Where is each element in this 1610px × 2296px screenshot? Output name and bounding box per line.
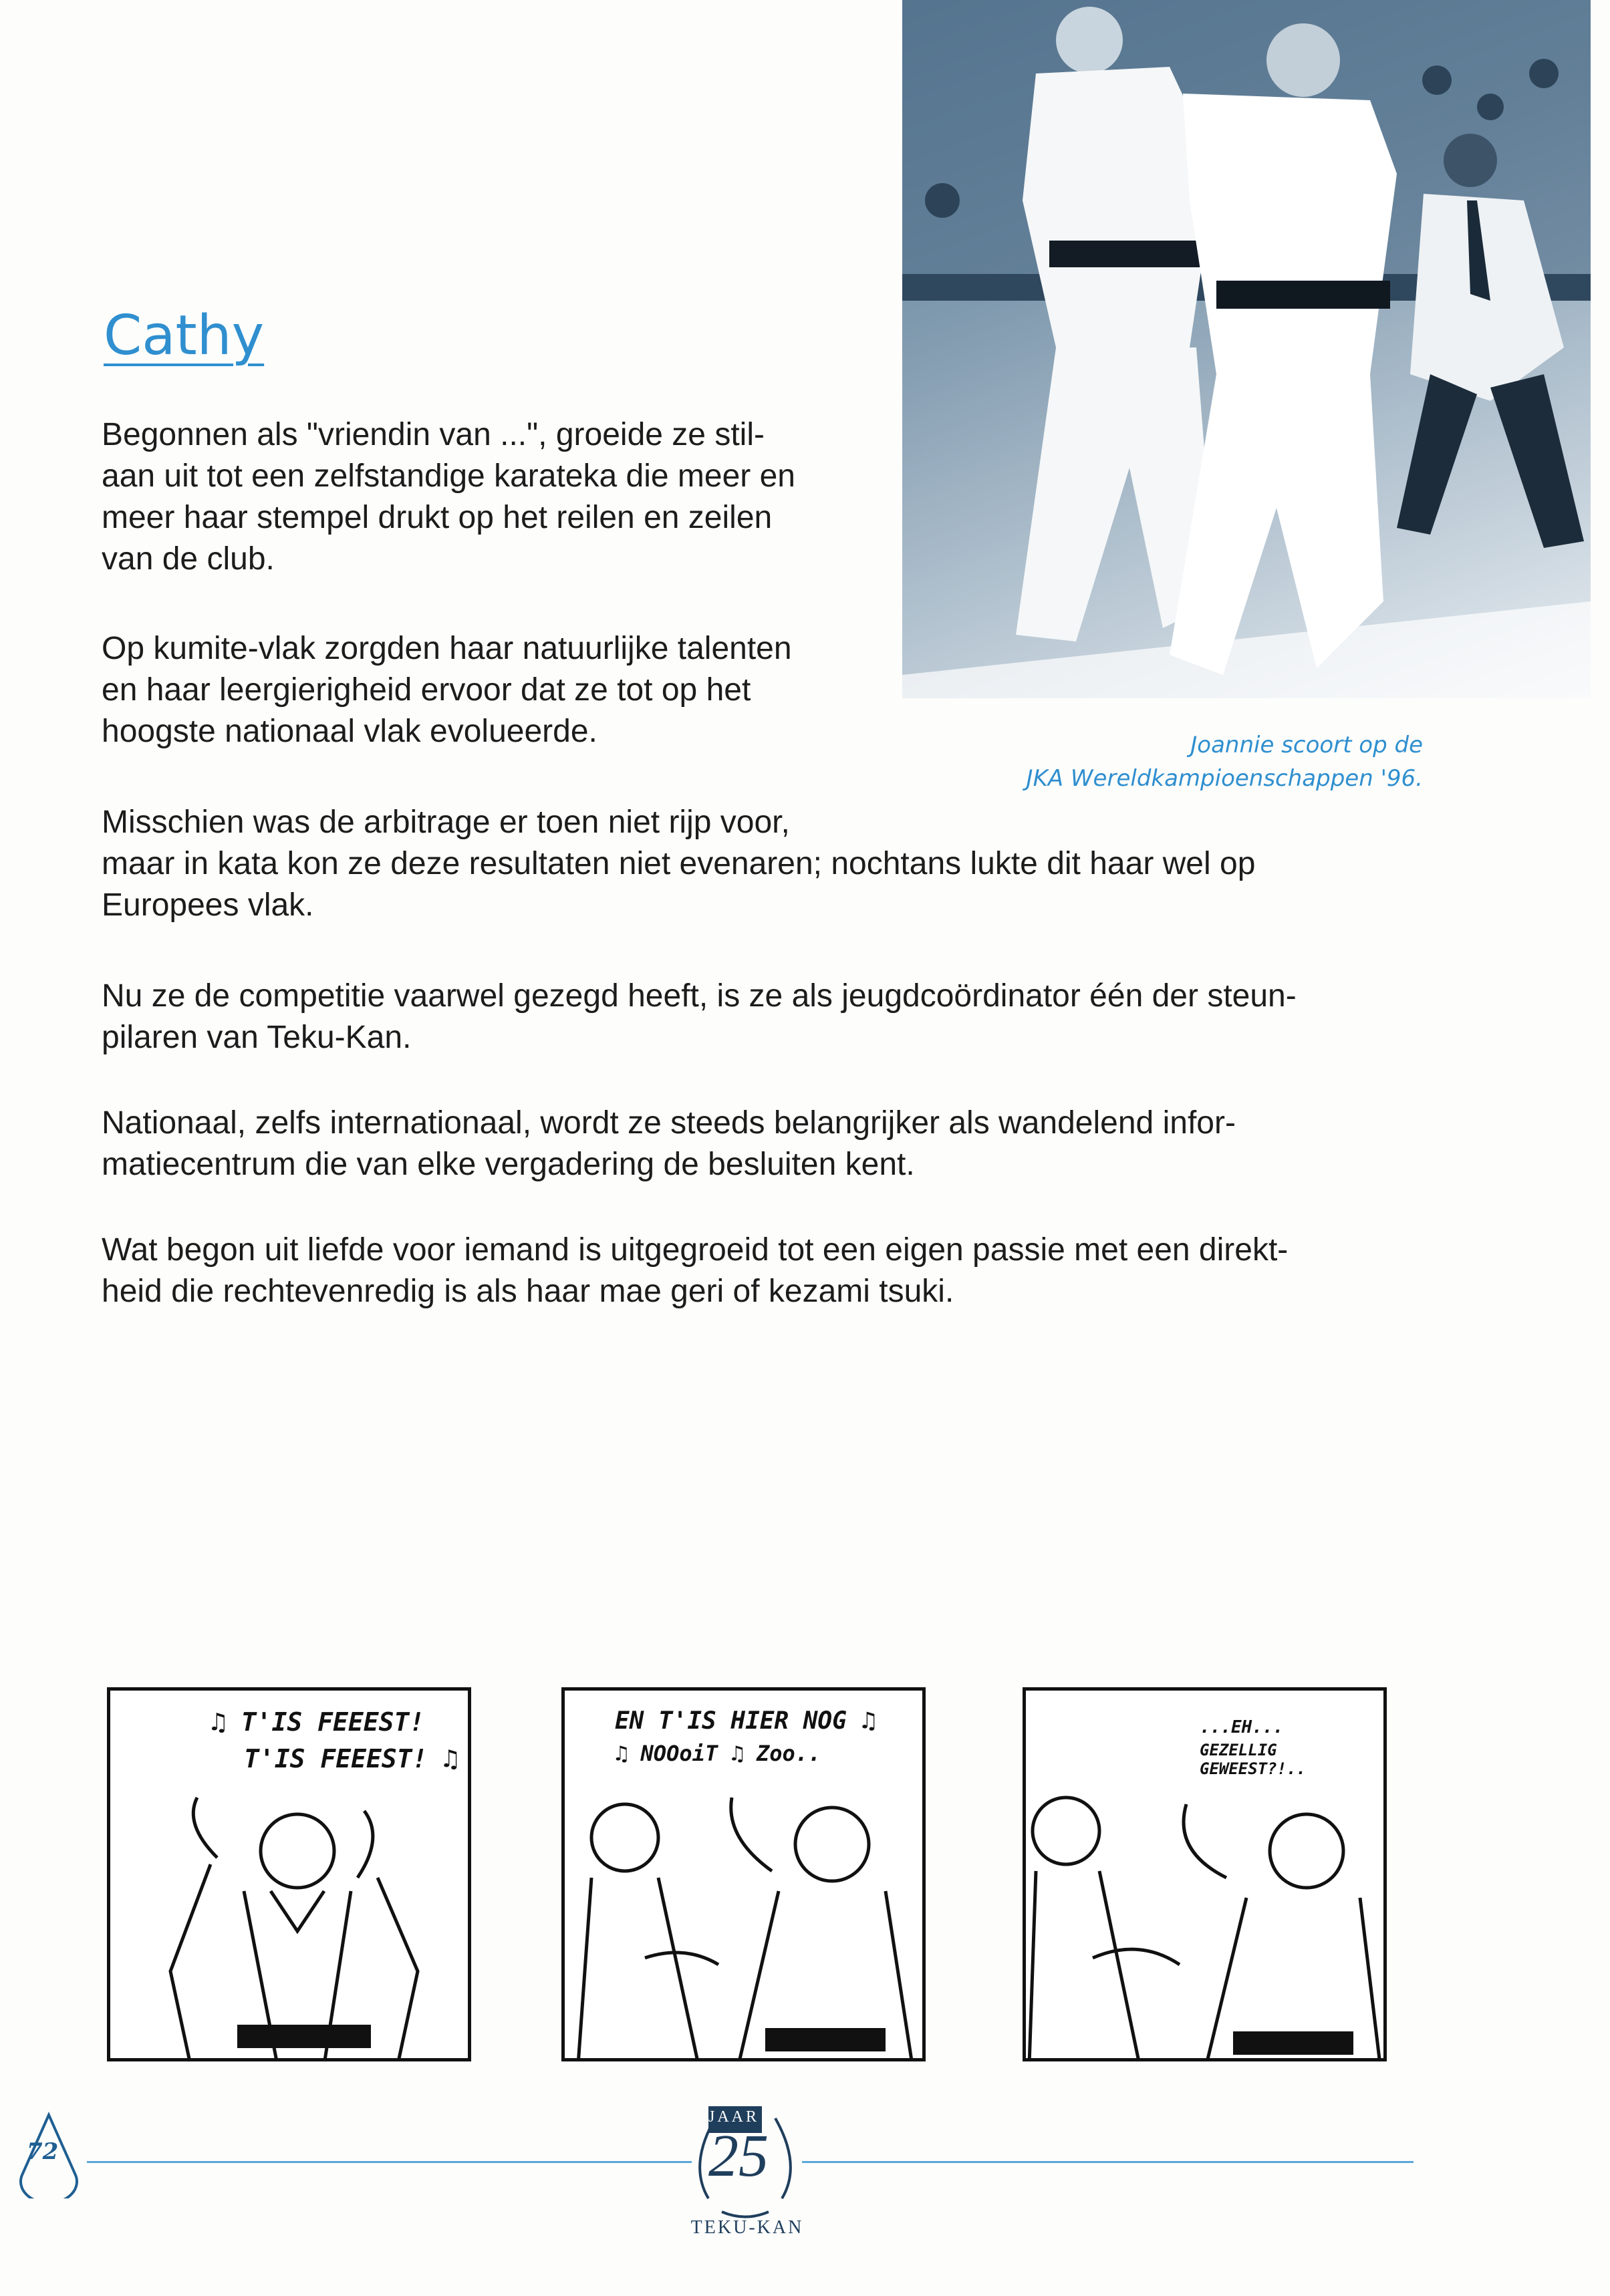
speech-line-1: ...EH... [1200, 1717, 1284, 1737]
text-line: pilaren van Teku-Kan. [102, 1020, 412, 1055]
text-line: Wat begon uit liefde voor iemand is uitgegroeid tot een eigen passie met een direkt- [102, 1232, 1289, 1268]
speech-line-2: GEZELLIG GEWEEST?!.. [1200, 1741, 1306, 1778]
text-line: Op kumite-vlak zorgden haar natuurlijke talenten [102, 631, 792, 666]
paragraph-2 [102, 628, 792, 752]
text-line: meer haar stempel drukt op het reilen en zeilen [102, 500, 773, 535]
speech-line-2: T'IS FEEEST! ♫ [244, 1744, 458, 1773]
caption-line-1: Joannie scoort op de [1190, 732, 1423, 758]
speech-line-2: ♫ NOOoiT ♫ Zoo.. [615, 1741, 821, 1766]
text-line: maar in kata kon ze deze resultaten niet evenaren; nochtans lukte dit haar wel op [102, 846, 1256, 881]
text-line: hoogste nationaal vlak evolueerde. [102, 714, 597, 749]
text-line: en haar leergierigheid ervoor dat ze tot op het [102, 672, 751, 708]
paragraph-3 [102, 802, 1255, 926]
footer-divider-left [87, 2161, 692, 2163]
text-line: matiecentrum die van elke vergadering de besluiten kent. [102, 1147, 915, 1182]
caption-line-2: JKA Wereldkampioenschappen '96. [1026, 765, 1423, 792]
text-line: Nationaal, zelfs internationaal, wordt ze steeds belangrijker als wandelend infor- [102, 1105, 1236, 1141]
text-line: van de club. [102, 541, 275, 577]
text-line: Europees vlak. [102, 887, 314, 923]
page-title: Cathy [104, 304, 265, 368]
speech-line-1: EN T'IS HIER NOG ♫ [615, 1707, 876, 1735]
text-line: aan uit tot een zelfstandige karateka die meer en [102, 458, 795, 494]
karateka-cartoon-icon [110, 1691, 471, 2061]
logo-club-name: TEKU-KAN [690, 2217, 804, 2238]
karate-photo [902, 0, 1591, 698]
paragraph-6 [102, 1230, 1288, 1312]
comic-panel-1 [107, 1687, 471, 2061]
text-line: Misschien was de arbitrage er toen niet rijp voor, [102, 805, 790, 840]
text-line: heid die rechtevenredig is als haar mae geri of kezami tsuki. [102, 1274, 954, 1309]
text-line: Nu ze de competitie vaarwel gezegd heeft, is ze als jeugdcoördinator één der steun- [102, 978, 1297, 1014]
page-number: 72 [27, 2138, 59, 2165]
paragraph-5 [102, 1103, 1236, 1185]
comic-panel-2 [561, 1687, 926, 2061]
two-karateka-cartoon-icon [1026, 1691, 1387, 2061]
photo-caption [1027, 728, 1423, 795]
paragraph-1 [102, 414, 795, 580]
paragraph-4 [102, 976, 1297, 1058]
two-karateka-cartoon-icon [565, 1691, 926, 2061]
comic-panel-3 [1023, 1687, 1387, 2061]
karate-photo-icon [902, 0, 1591, 698]
logo-number: 25 [708, 2123, 769, 2189]
footer-divider-right [802, 2161, 1414, 2163]
text-line: Begonnen als "vriendin van ...", groeide ze stil- [102, 417, 765, 452]
speech-line-1: ♫ T'IS FEEEST! [211, 1707, 425, 1737]
logo-jaar: JAAR [708, 2108, 760, 2126]
